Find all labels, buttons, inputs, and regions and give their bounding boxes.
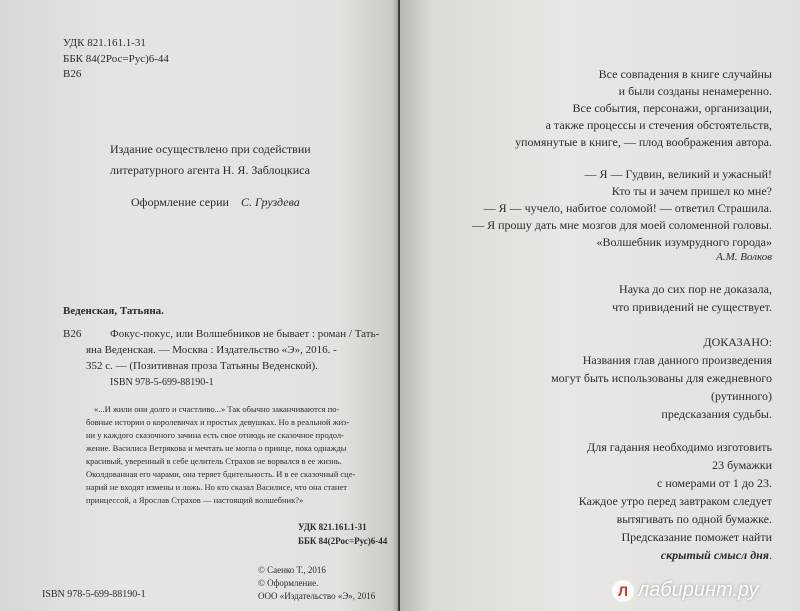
series-design-name: С. Груздева [241,195,300,209]
catalog-line: 352 с. — (Позитивная проза Татьяны Веденской). [86,360,318,372]
epigraph-line: — Я — Гудвин, великий и ужасный! [584,167,772,181]
proven-heading: ДОКАЗАНО: [703,335,772,349]
proven-line: Названия глав данного произведения [582,353,772,367]
divination-line: Предсказание поможет найти [621,530,772,544]
bbk-code-top: ББК 84(2Рос=Рус)6-44 [63,53,169,65]
proven-line: предсказания судьбы. [661,407,772,421]
author-heading: Веденская, Татьяна. [63,305,164,317]
disclaimer-line: Все события, персонажи, организации, [572,101,772,115]
disclaimer-line: а также процессы и стечения обстоятельств, [545,118,772,132]
catalog-line: яна Веденская. — Москва : Издательство «Э», 2016. - [86,344,337,356]
catalog-isbn: ISBN 978-5-699-88190-1 [110,377,214,388]
udk-code-top: УДК 821.161.1-31 [63,37,146,49]
hidden-meaning-phrase: скрытый смысл дня [660,548,769,562]
catalog-line: Фокус-покус, или Волшебников не бывает : роман / Тать- [110,328,380,340]
epigraph-line: Кто ты и зачем пришел ко мне? [611,184,772,198]
science-line: что привидений не существует. [612,300,772,314]
epigraph-source: «Волшебник изумрудного города» [596,235,772,249]
edition-note-line-2: литературного агента Н. Я. Заблоцкиса [110,163,310,177]
epigraph-author: А.М. Волков [716,251,772,263]
annotation-line: принцессой, а Ярослав Страхов — настоящий волшебник?» [86,495,304,505]
disclaimer-line: упомянутые в книге, — плод воображения автора. [515,135,772,149]
catalog-author-mark: В26 [63,328,82,340]
annotation-line: бовные истории о королевичах и простых девушках. Но в реальной жиз- [86,417,350,427]
author-mark-top: В26 [63,68,82,80]
proven-line: (рутинного) [711,389,772,403]
divination-line: вытягивать по одной бумажке. [616,512,772,526]
labirint-logo-icon: Л [612,580,634,602]
bbk-code-bottom: ББК 84(2Рос=Рус)6-44 [298,536,388,546]
annotation-line: нарий не входят измены и ложь. Но кто сказал Василисе, что она станет [86,482,347,492]
isbn-bottom: ISBN 978-5-699-88190-1 [42,589,146,600]
epigraph-line: — Я — чучело, набитое соломой! — ответил Страшила. [483,201,772,215]
hidden-meaning-line [661,549,772,561]
series-design-label: Оформление серии [131,195,229,209]
labirint-watermark [612,579,758,602]
right-page [400,0,800,611]
proven-line: могут быть использованы для ежедневного [551,371,772,385]
left-page [0,0,398,611]
annotation-line: красивый, уверенный в себе целитель Страхов не ворвался в ее жизнь. [86,456,342,466]
copyright-line: ООО «Издательство «Э», 2016 [258,591,376,601]
divination-line: 23 бумажки [712,458,772,472]
annotation-line: «...И жили они долго и счастливо...» Так обычно заканчиваются по- [94,404,340,414]
edition-note-line-1: Издание осуществлено при содействии [110,142,311,156]
divination-line: Для гадания необходимо изготовить [587,440,772,454]
divination-line: с номерами от 1 до 23. [657,476,772,490]
science-line: Наука до сих пор не доказала, [619,282,772,296]
divination-line: Каждое утро перед завтраком следует [578,494,772,508]
annotation-line: ни у каждого сказочного зачина есть свое отнюдь не сказочное продол- [86,430,344,440]
watermark-text: лабиринт.ру [638,579,759,601]
annotation-line: Околдованная его чарами, она теряет бдительность. И в ее сказочный сце- [86,469,356,479]
hidden-meaning-period: . [769,548,772,562]
disclaimer-line: и были созданы ненамеренно. [618,84,772,98]
annotation-line: жение. Василиса Ветрякова и мечтать не могла о принце, пока однажды [86,443,347,453]
disclaimer-line: Все совпадения в книге случайны [598,67,772,81]
copyright-line: © Саенко Т., 2016 [258,565,326,575]
copyright-line: © Оформление. [258,578,319,588]
epigraph-line: — Я прошу дать мне мозгов для моей соломенной головы. [472,218,772,232]
udk-code-bottom: УДК 821.161.1-31 [298,522,367,532]
